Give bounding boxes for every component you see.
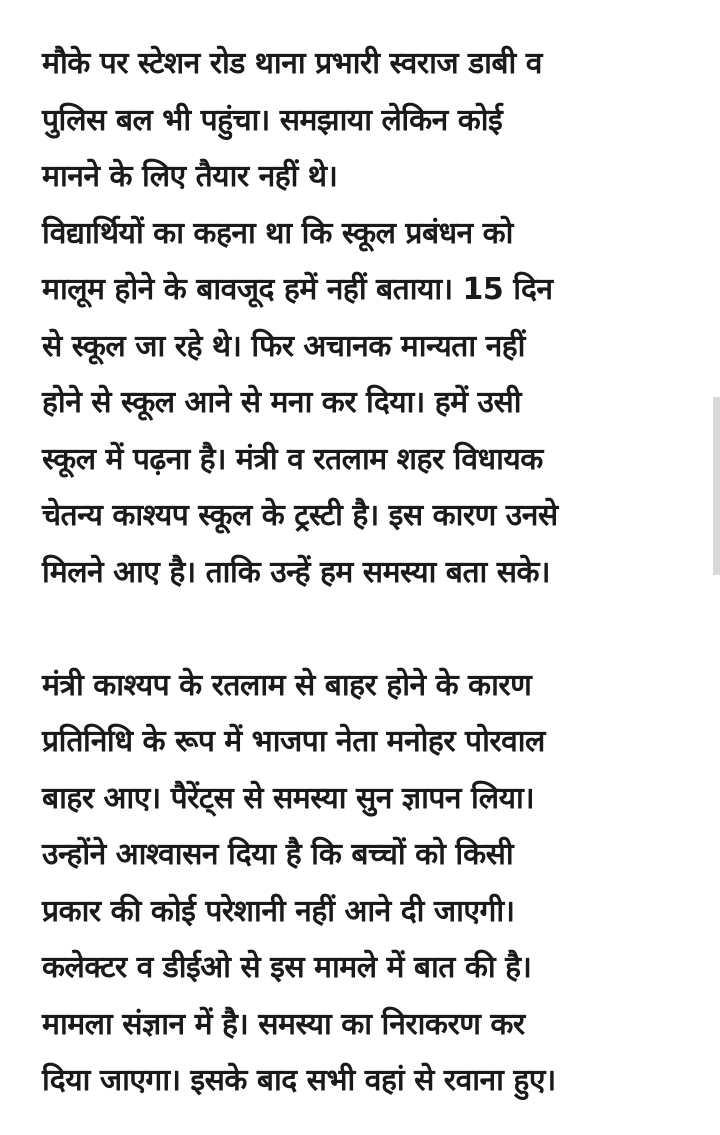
- text-line: बाहर आए। पैरेंट्स से समस्या सुन ज्ञापन लिया।: [42, 780, 535, 816]
- text-line: पुलिस बल भी पहुंचा। समझाया लेकिन कोई: [42, 102, 503, 138]
- scrollbar-thumb[interactable]: [713, 397, 720, 575]
- article-body: [42, 36, 682, 1110]
- text-line: दिया जाएगा। इसके बाद सभी वहां से रवाना हुए।: [42, 1063, 556, 1098]
- text-line: से स्कूल जा रहे थे। फिर अचानक मान्यता नहीं: [42, 328, 525, 364]
- text-line: स्कूल में पढ़ना है। मंत्री व रतलाम शहर विधायक: [42, 441, 543, 477]
- paragraph-police-arrival: [42, 36, 682, 206]
- paragraph-spacer: [42, 601, 682, 658]
- text-line: मामला संज्ञान में है। समस्या का निराकरण कर: [42, 1006, 525, 1042]
- text-line: प्रतिनिधि के रूप में भाजपा नेता मनोहर पोरवाल: [42, 724, 545, 759]
- paragraph-representative-response: [42, 658, 682, 1110]
- text-line: चेतन्य काश्यप स्कूल के ट्रस्टी है। इस कारण उनसे: [42, 498, 558, 533]
- text-line: प्रकार की कोई परेशानी नहीं आने दी जाएगी।: [42, 893, 515, 929]
- text-line: मालूम होने के बावजूद हमें नहीं बताया। 15 दिन: [42, 272, 553, 307]
- paragraph-students-statement: [42, 206, 682, 602]
- text-line: उन्होंने आश्वासन दिया है कि बच्चों को किसी: [42, 837, 514, 872]
- text-line: मौके पर स्टेशन रोड थाना प्रभारी स्वराज डाबी व: [42, 46, 542, 81]
- text-line: मानने के लिए तैयार नहीं थे।: [42, 159, 338, 194]
- text-line: मंत्री काश्यप के रतलाम से बाहर होने के कारण: [42, 667, 532, 703]
- text-line: मिलने आए है। ताकि उन्हें हम समस्या बता सके।: [42, 554, 550, 590]
- text-line: विद्यार्थियों का कहना था कि स्कूल प्रबंधन को: [42, 215, 513, 251]
- text-line: होने से स्कूल आने से मना कर दिया। हमें उसी: [42, 385, 522, 420]
- text-line: कलेक्टर व डीईओ से इस मामले में बात की है।: [42, 950, 532, 985]
